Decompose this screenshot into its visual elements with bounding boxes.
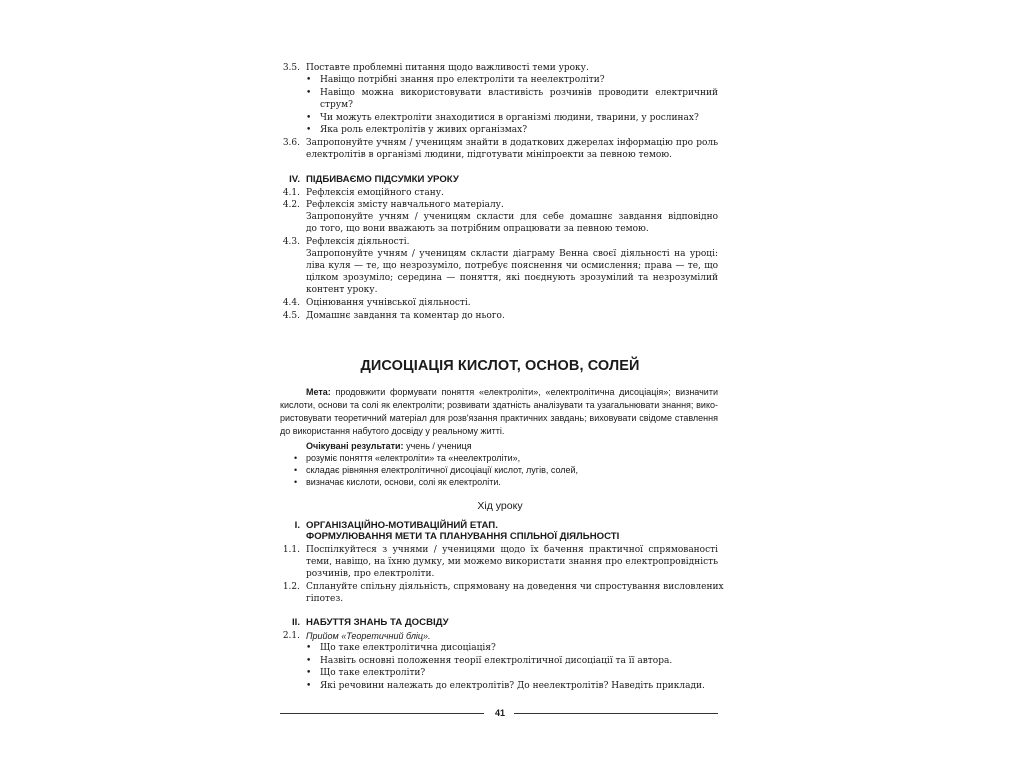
bullet-icon: • [294, 465, 298, 475]
section-roman: II. [292, 617, 300, 628]
bullet-text: Навіщо потрібні знання про електроліти та неелектроліти? [320, 75, 605, 85]
question-text: Назвіть основні положення теорії електролітичної дисоціації та її автора. [320, 656, 673, 666]
bullet-icon: • [306, 681, 312, 691]
question-text: Що таке електролітична дисоціація? [320, 643, 496, 653]
bullet-text: струм? [320, 100, 353, 110]
item-text: Рефлексія емоційного стану. [306, 188, 444, 198]
bullet-icon: • [306, 668, 312, 678]
item-text: Сплануйте спільну діяльність, спрямовану на доведення чи спростування висловлених [306, 582, 724, 592]
section-roman: IV. [289, 174, 300, 185]
item-text: Запропонуйте учням / ученицям скласти діаграму Венна своєї діяльності на уроці: [306, 249, 718, 259]
item-number: 2.1. [282, 631, 300, 641]
bullet-icon: • [294, 477, 298, 487]
result-text: розуміє поняття «електроліти» та «неелектроліти», [306, 453, 521, 463]
goal-text: продовжити формувати поняття «електроліти», «електролітична дисоціація»; визначити [335, 387, 718, 397]
goal-text: кислоти, основи та солі як електроліти; розвивати здатність аналізувати та узагальнювати знання; вико- [280, 400, 718, 410]
bullet-icon: • [306, 656, 312, 666]
bullet-icon: • [306, 113, 312, 123]
lesson-flow-heading: Хід уроку [477, 500, 523, 512]
item-number: 4.1. [282, 188, 300, 198]
item-text: цілком зрозуміло; середина — поняття, які поєднують зрозумілий та незрозумілий [306, 273, 718, 283]
results-label: Очікувані результати: [306, 441, 404, 451]
item-number: 4.3. [282, 237, 300, 247]
item-text: електролітів в організмі людини, підготувати мініпроекти за певною темою. [306, 150, 672, 160]
section-title: НАБУТТЯ ЗНАНЬ ТА ДОСВІДУ [306, 617, 449, 628]
bullet-icon: • [306, 125, 312, 135]
item-number: 4.4. [282, 298, 300, 308]
item-text: Рефлексія змісту навчального матеріалу. [306, 200, 504, 210]
section-roman: I. [294, 520, 300, 531]
bullet-icon: • [294, 453, 298, 463]
section-title: ПІДБИВАЄМО ПІДСУМКИ УРОКУ [306, 174, 459, 185]
question-text: Що таке електроліти? [320, 668, 426, 678]
item-text: Поставте проблемні питання щодо важливості теми уроку. [306, 63, 589, 73]
results-line [306, 441, 472, 452]
item-text: Поспілкуйтеся з учнями / ученицями щодо їх бачення практичної спрямованості [306, 545, 718, 555]
item-number: 1.2. [282, 582, 300, 592]
goal-label: Мета: [306, 387, 331, 397]
page-number: 41 [494, 708, 505, 718]
item-number: 4.2. [282, 200, 300, 210]
bullet-text: Чи можуть електроліти знаходитися в організмі людини, тварини, у рослинах? [320, 113, 699, 123]
item-number: 4.5. [282, 311, 300, 321]
item-number: 3.6. [282, 138, 300, 148]
item-text: Оцінювання учнівської діяльності. [306, 298, 471, 308]
result-text: складає рівняння електролітичної дисоціації кислот, лугів, солей, [306, 465, 579, 475]
bullet-icon: • [306, 75, 312, 85]
section-title: ОРГАНІЗАЦІЙНО-МОТИВАЦІЙНИЙ ЕТАП. [306, 520, 498, 531]
item-text: до того, що вони вважають за потрібним опрацювати за певною темою. [306, 224, 649, 234]
item-text: ліва куля — те, що незрозуміло, потребує пояснення чи осмислення; права — те, що [306, 261, 718, 271]
result-text: визначає кислоти, основи, солі як електроліти. [306, 477, 501, 487]
item-text: контент уроку. [306, 285, 378, 295]
goal-text: до використання набутого досвіду у реальному житті. [280, 426, 505, 436]
item-text: теми, навіщо, на їхню думку, ми можемо використати знання про електропровідність [306, 557, 718, 567]
question-text: Які речовини належать до електролітів? До неелектролітів? Наведіть приклади. [320, 681, 705, 691]
item-number: 1.1. [282, 545, 300, 555]
bullet-text: Яка роль електролітів у живих організмах? [320, 125, 528, 135]
section-title: ФОРМУЛЮВАННЯ МЕТИ ТА ПЛАНУВАННЯ СПІЛЬНОЇ ДІЯЛЬНОСТІ [306, 531, 620, 542]
item-text: гіпотез. [306, 594, 344, 604]
footer-rule-right [514, 713, 718, 714]
item-text: Домашнє завдання та коментар до нього. [306, 311, 505, 321]
goal-line [306, 387, 718, 398]
item-number: 3.5. [282, 63, 300, 73]
item-text: Прийом «Теоретичний бліц». [306, 631, 431, 641]
lesson-title: ДИСОЦІАЦІЯ КИСЛОТ, ОСНОВ, СОЛЕЙ [360, 358, 640, 374]
goal-text: ристовувати теоретичний матеріал для розв'язання практичних завдань; виховувати свідоме ставлення [280, 413, 718, 423]
item-text: Рефлексія діяльності. [306, 237, 410, 247]
item-text: Запропонуйте учням / ученицям скласти для себе домашнє завдання відповідно [306, 212, 718, 222]
bullet-icon: • [306, 643, 312, 653]
item-text: розчинів, про електроліти. [306, 569, 435, 579]
results-tail: учень / учениця [406, 441, 472, 451]
bullet-text: Навіщо можна використовувати властивість розчинів проводити електричний [320, 88, 718, 98]
item-text: Запропонуйте учням / ученицям знайти в додаткових джерелах інформацію про роль [306, 138, 718, 148]
footer-rule-left [280, 713, 484, 714]
bullet-icon: • [306, 88, 312, 98]
